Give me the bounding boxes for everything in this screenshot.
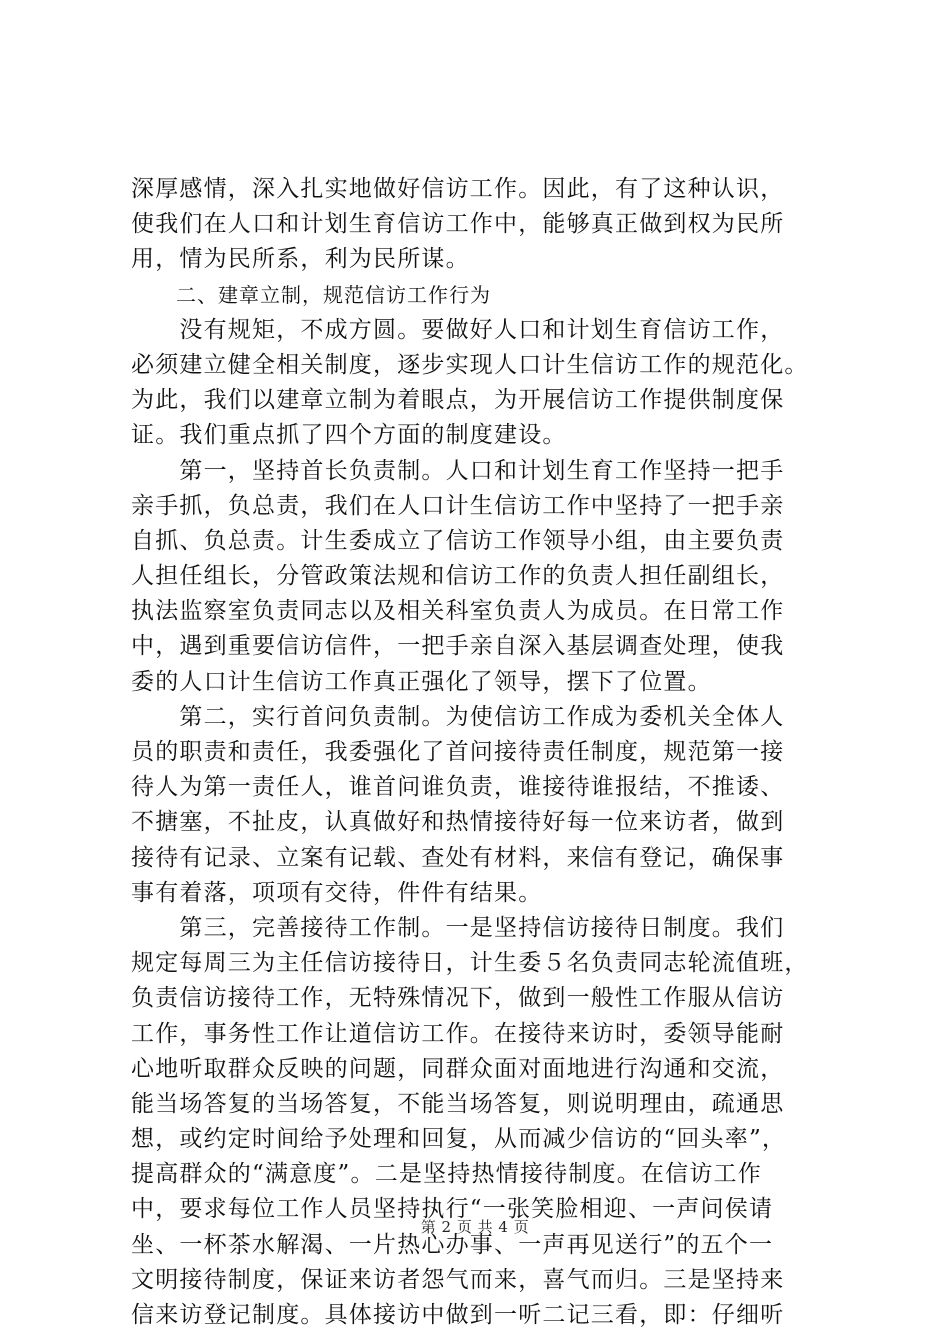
text-line: 执法监察室负责同志以及相关科室负责人为成员。在日常工作 (131, 598, 785, 625)
text-line: 用，情为民所系，利为民所谋。 (131, 246, 470, 273)
text-line: 第三，完善接待工作制。一是坚持信访接待日制度。我们 (131, 914, 785, 941)
text-line: 没有规矩，不成方圆。要做好人口和计划生育信访工作， (131, 316, 785, 343)
text-line: 不搪塞，不扯皮，认真做好和热情接待好每一位来访者，做到 (131, 809, 785, 836)
text-line: 第一，坚持首长负责制。人口和计划生育工作坚持一把手 (131, 457, 785, 484)
text-line: 提高群众的“满意度”。二是坚持热情接待制度。在信访工作 (131, 1161, 762, 1188)
text-line: 员的职责和责任，我委强化了首问接待责任制度，规范第一接 (131, 739, 785, 765)
text-line: 为此，我们以建章立制为着眼点，为开展信访工作提供制度保 (131, 387, 785, 414)
document-body (131, 172, 831, 1333)
text-line: 信来访登记制度。具体接访中做到一听二记三看，即：仔细听 (131, 1302, 785, 1328)
text-line: 委的人口计生信访工作真正强化了领导，摆下了位置。 (131, 668, 712, 695)
page-footer: 第 2 页 共 4 页 (420, 1218, 530, 1236)
text-line: 中，遇到重要信访信件，一把手亲自深入基层调查处理，使我 (131, 633, 785, 660)
text-line: 心地听取群众反映的问题，同群众面对面地进行沟通和交流， (131, 1055, 785, 1082)
text-line: 必须建立健全相关制度，逐步实现人口计生信访工作的规范化。 (131, 351, 809, 378)
text-line: 接待有记录、立案有记载、查处有材料，来信有登记，确保事 (131, 844, 785, 871)
text-line: 文明接待制度，保证来访者怨气而来，喜气而归。三是坚持来 (131, 1266, 785, 1293)
text-line: 坐、一杯茶水解渴、一片热心办事、一声再见送行”的五个一 (131, 1231, 774, 1258)
text-line: 待人为第一责任人，谁首问谁负责，谁接待谁报结，不推诿、 (131, 774, 785, 801)
text-line: 想，或约定时间给予处理和回复，从而减少信访的“回头率”， (131, 1126, 787, 1153)
text-line: 使我们在人口和计划生育信访工作中，能够真正做到权为民所 (131, 211, 785, 238)
text-line: 规定每周三为主任信访接待日，计生委５名负责同志轮流值班， (131, 950, 809, 977)
text-line: 工作，事务性工作让道信访工作。在接待来访时，委领导能耐 (131, 1020, 785, 1047)
text-line: 证。我们重点抓了四个方面的制度建设。 (131, 422, 567, 449)
text-line: 能当场答复的当场答复，不能当场答复，则说明理由，疏通思 (131, 1090, 785, 1117)
text-line: 自抓、负总责。计生委成立了信访工作领导小组，由主要负责 (131, 527, 785, 554)
text-line: 负责信访接待工作，无特殊情况下，做到一般性工作服从信访 (131, 985, 785, 1012)
text-line: 事有着落，项项有交待，件件有结果。 (131, 879, 543, 906)
text-line: 第二，实行首问负责制。为使信访工作成为委机关全体人 (131, 703, 785, 730)
text-line: 中，要求每位工作人员坚持执行“一张笑脸相迎、一声问侯请 (131, 1196, 774, 1223)
text-line: 亲手抓，负总责，我们在人口计生信访工作中坚持了一把手亲 (131, 492, 785, 519)
text-line: 人担任组长，分管政策法规和信访工作的负责人担任副组长， (131, 563, 785, 590)
text-line: 深厚感情，深入扎实地做好信访工作。因此，有了这种认识， (131, 176, 785, 202)
section-heading: 二、建章立制，规范信访工作行为 (176, 282, 491, 307)
